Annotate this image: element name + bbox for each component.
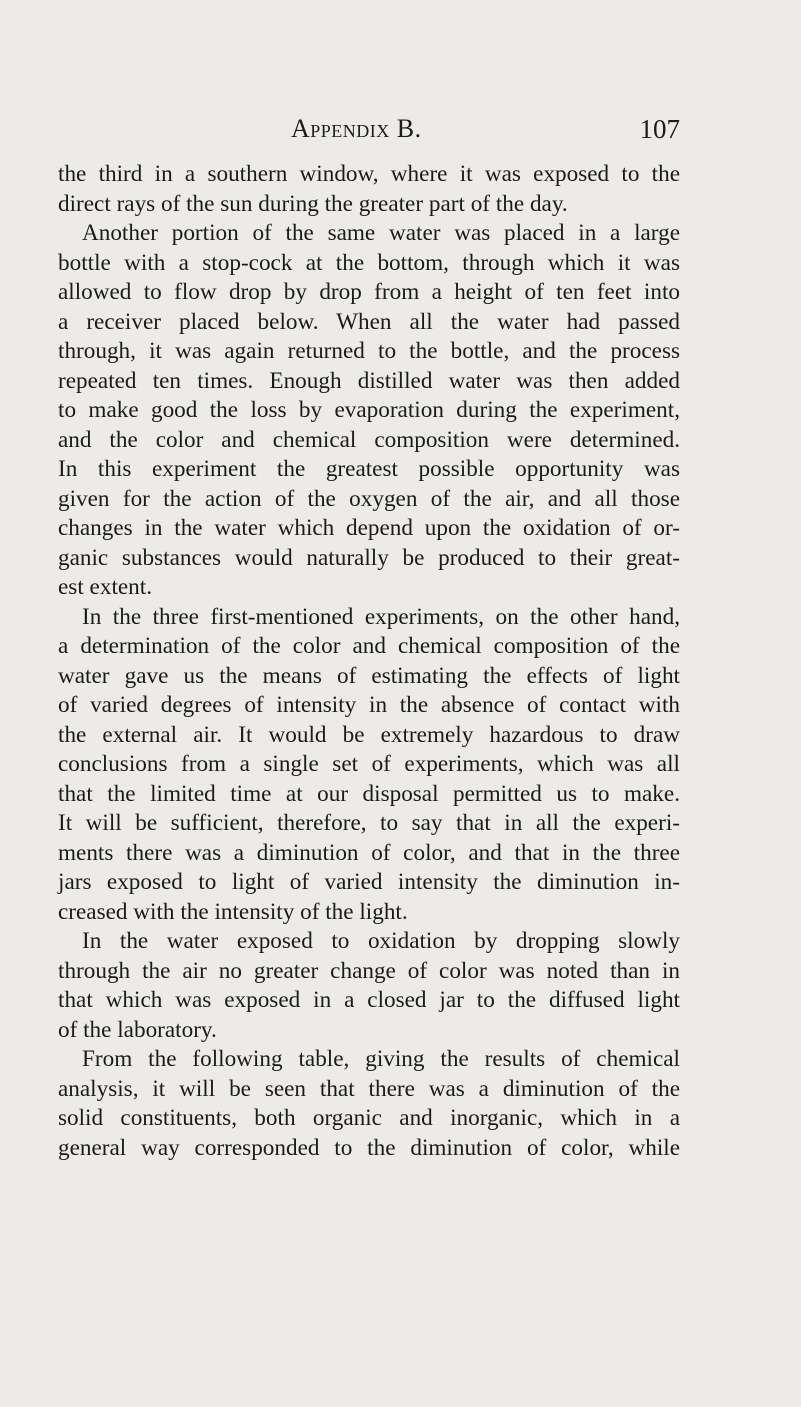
- text-line: through the air no greater change of color was noted than in: [58, 957, 680, 984]
- text-line: that the limited time at our disposal permitted us to make.: [58, 780, 680, 807]
- text-line: to make good the loss by evaporation during the experiment,: [58, 397, 680, 423]
- text-line: In the water exposed to oxidation by dropping slowly: [82, 928, 680, 954]
- text-line: a receiver placed below. When all the water had passed: [58, 308, 680, 335]
- text-line: ganic substances would naturally be produced to their great-: [58, 544, 680, 571]
- text-line: and the color and chemical composition were determined.: [58, 426, 680, 453]
- text-line: water gave us the means of estimating the effects of light: [58, 662, 680, 689]
- text-line: Another portion of the same water was placed in a large: [82, 220, 680, 246]
- text-line: given for the action of the oxygen of the air, and all those: [58, 485, 680, 512]
- page-number: 107: [639, 114, 680, 144]
- text-line: of the laboratory.: [58, 1016, 217, 1043]
- text-line: creased with the intensity of the light.: [58, 898, 408, 925]
- text-line: through, it was again returned to the bottle, and the process: [58, 338, 680, 364]
- text-line: est extent.: [58, 574, 153, 600]
- text-line: that which was exposed in a closed jar to the diffused light: [58, 987, 680, 1013]
- text-line: jars exposed to light of varied intensity the diminution in-: [58, 869, 680, 895]
- text-line: of varied degrees of intensity in the absence of contact with: [58, 692, 680, 718]
- text-line: In the three first-mentioned experiments, on the other hand,: [82, 603, 680, 630]
- text-line: general way corresponded to the diminution of color, while: [58, 1134, 680, 1161]
- text-line: bottle with a stop-cock at the bottom, through which it was: [58, 249, 680, 276]
- running-head: [0, 114, 801, 154]
- text-line: It will be sufficient, therefore, to say that in all the experi-: [58, 810, 680, 836]
- text-line: analysis, it will be seen that there was a diminution of the: [58, 1075, 680, 1102]
- text-line: a determination of the color and chemical composition of the: [58, 633, 680, 659]
- text-line: ments there was a diminution of color, and that in the three: [58, 839, 680, 866]
- text-line: allowed to flow drop by drop from a height of ten feet into: [58, 279, 680, 305]
- body-text: [58, 160, 680, 1163]
- text-line: the external air. It would be extremely hazardous to draw: [58, 721, 680, 748]
- text-line: conclusions from a single set of experiments, which was all: [58, 751, 680, 777]
- text-line: solid constituents, both organic and inorganic, which in a: [58, 1105, 680, 1131]
- text-line: In this experiment the greatest possible opportunity was: [58, 456, 680, 482]
- text-line: direct rays of the sun during the greater part of the day.: [58, 190, 568, 217]
- text-line: the third in a southern window, where it was exposed to the: [58, 161, 680, 187]
- running-head-title: Appendix B.: [291, 114, 422, 143]
- text-line: repeated ten times. Enough distilled water was then added: [58, 367, 680, 394]
- text-line: From the following table, giving the results of chemical: [82, 1046, 680, 1072]
- text-line: changes in the water which depend upon the oxidation of or-: [58, 515, 680, 541]
